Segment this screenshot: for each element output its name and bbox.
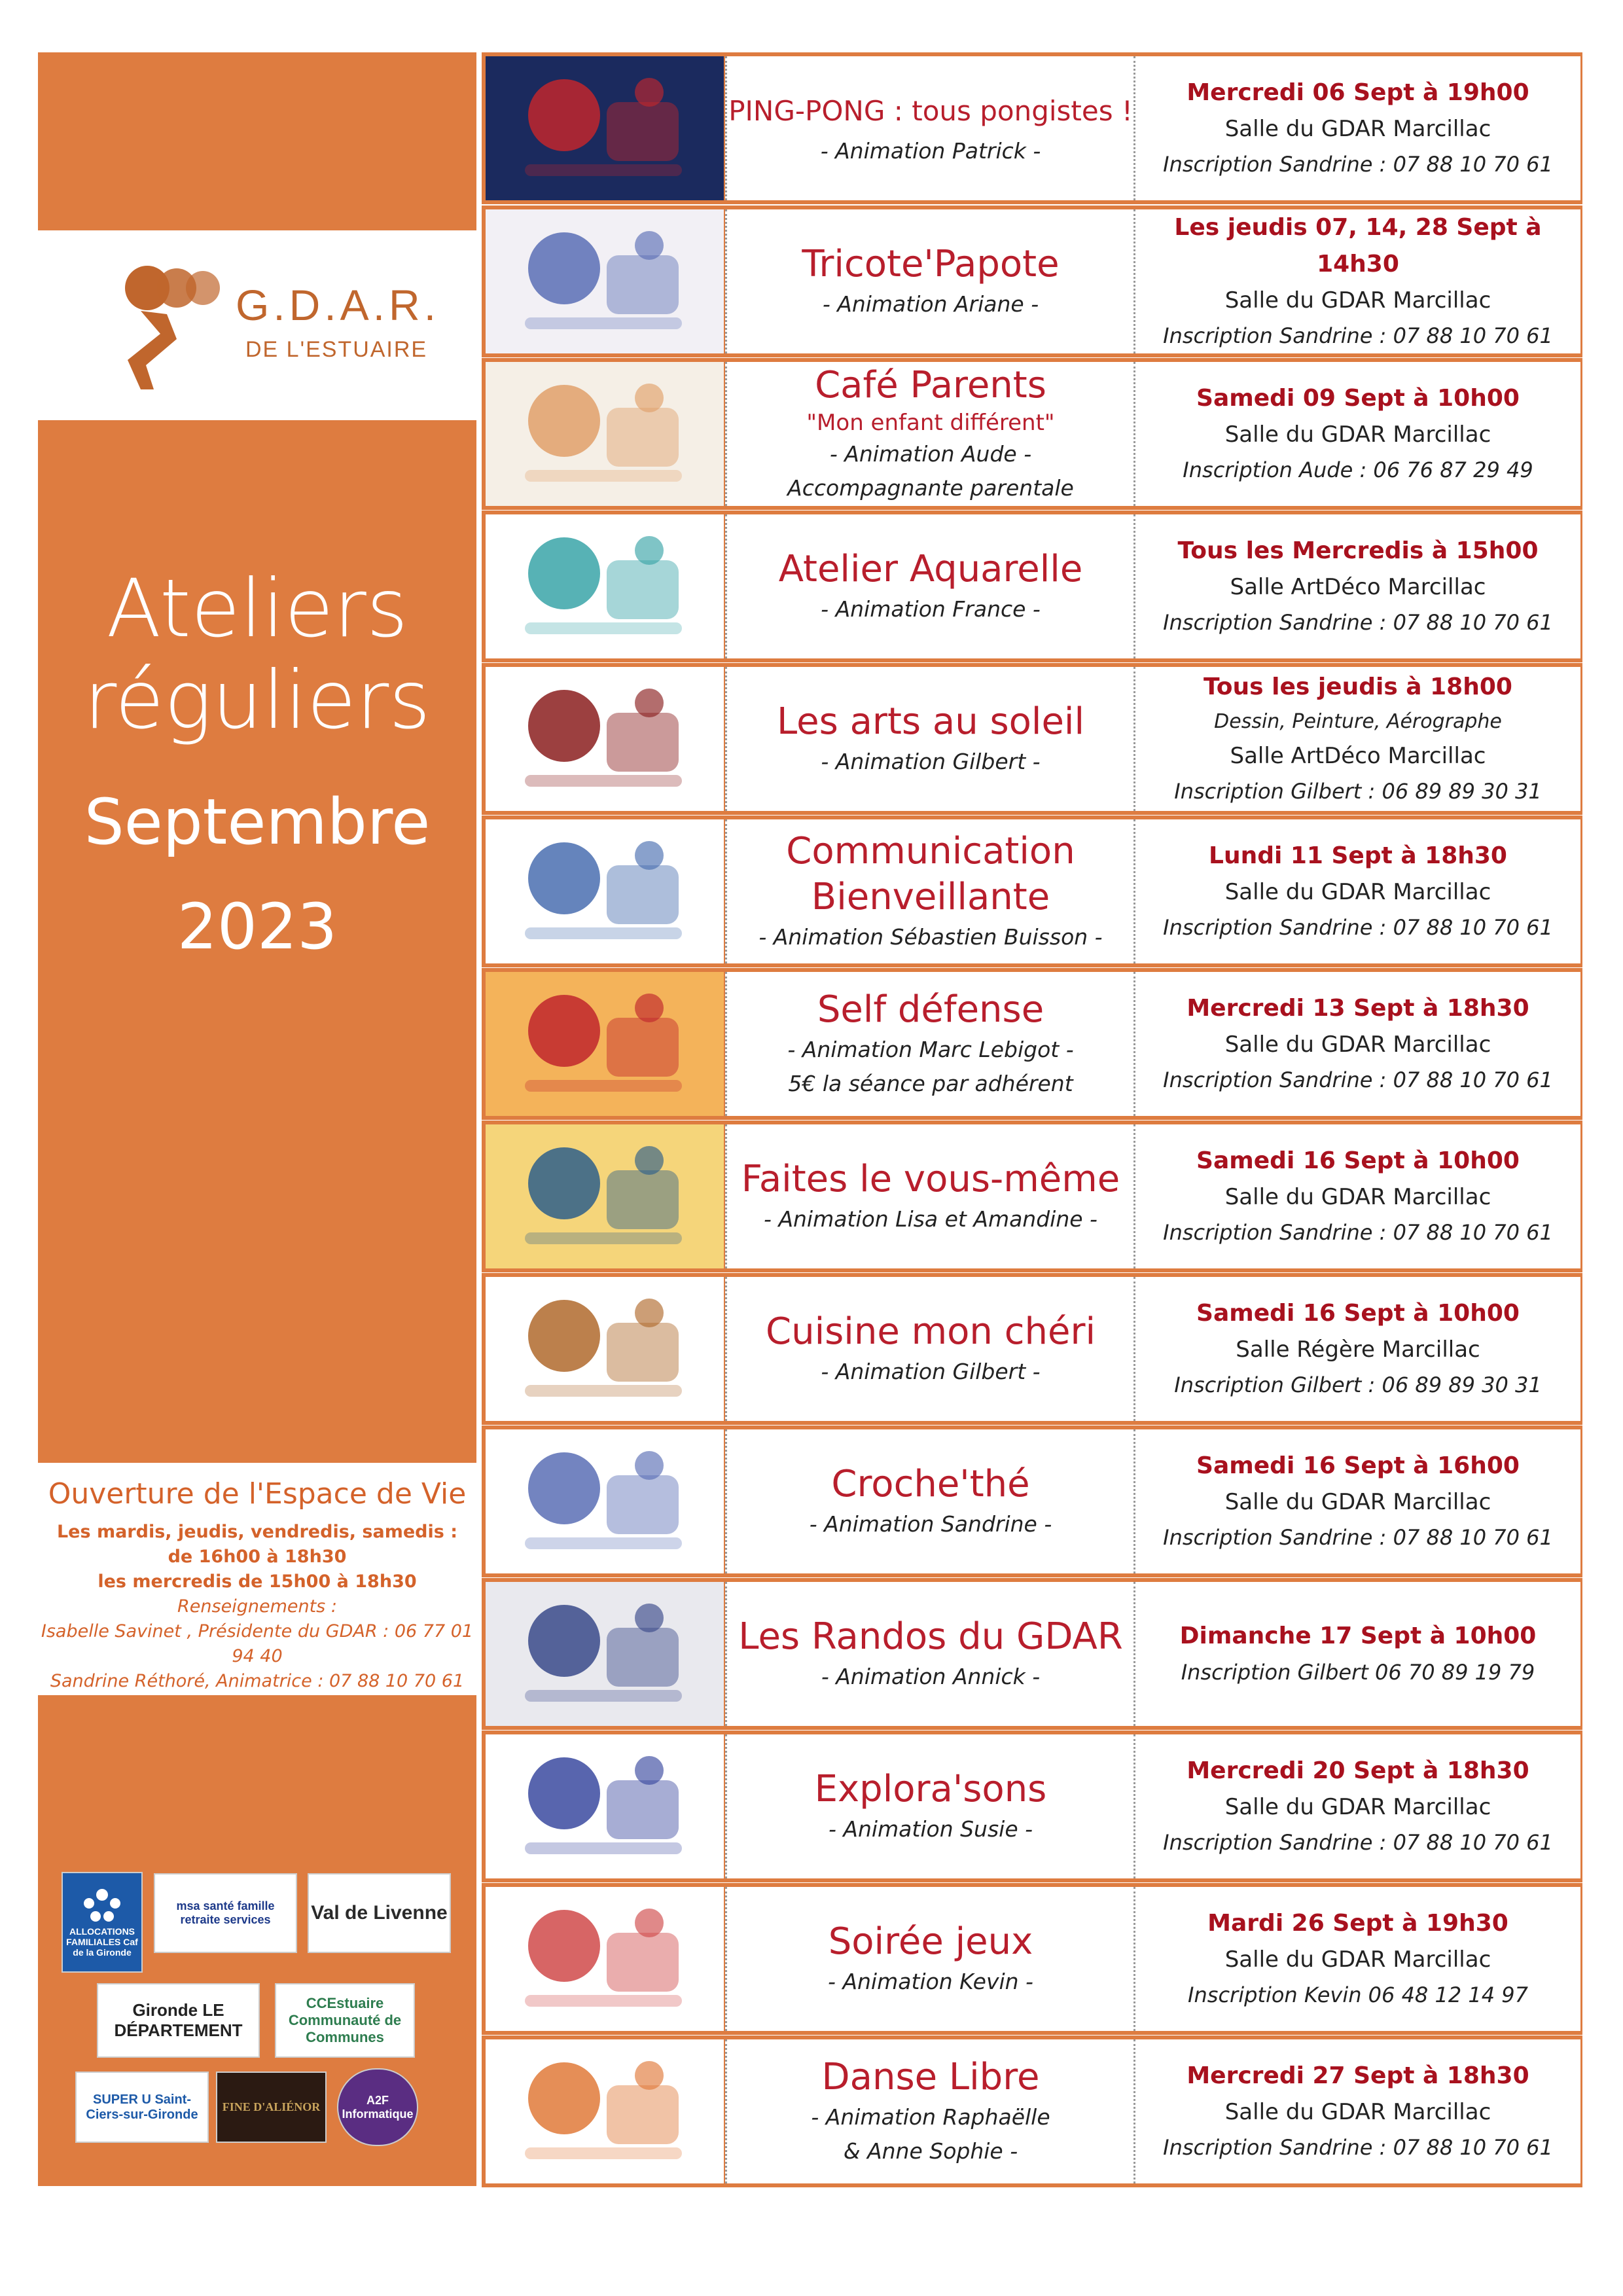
schedule-date: Dimanche 17 Sept à 10h00 xyxy=(1179,1623,1537,1649)
gironde-logo: Gironde LE DÉPARTEMENT xyxy=(97,1983,260,2058)
logo-subtitle: DE L'ESTUAIRE xyxy=(245,337,428,362)
activity-title: PING-PONG : tous pongistes ! xyxy=(728,95,1133,127)
logo-title: G.D.A.R. xyxy=(236,281,440,329)
activity-info xyxy=(725,1582,1134,1726)
activity-animator: - Animation Sandrine - xyxy=(809,1511,1052,1537)
activity-info xyxy=(725,1734,1134,1878)
music-icon xyxy=(486,1734,724,1878)
schedule-place: Salle du GDAR Marcillac xyxy=(1224,879,1491,905)
activity-schedule xyxy=(1133,1124,1580,1268)
schedule-date: Mercredi 06 Sept à 19h00 xyxy=(1186,79,1529,106)
activity-animator: - Animation Sébastien Buisson - xyxy=(758,924,1103,950)
activity-row xyxy=(482,816,1582,967)
activity-row xyxy=(482,1731,1582,1882)
activity-row xyxy=(482,1273,1582,1425)
fine-alienor-logo: FINE D'ALIÉNOR xyxy=(216,2072,327,2143)
schedule-date: Mercredi 13 Sept à 18h30 xyxy=(1186,995,1529,1022)
activity-animator: - Animation Gilbert - xyxy=(821,749,1041,774)
activity-animator: - Animation Kevin - xyxy=(828,1969,1033,1994)
schedule-date: Samedi 16 Sept à 10h00 xyxy=(1196,1147,1520,1174)
sewing-icon xyxy=(486,1124,724,1268)
caf-family-icon xyxy=(79,1887,125,1926)
activity-info xyxy=(725,1887,1134,2031)
board-game-icon xyxy=(486,1887,724,2031)
dance-icon xyxy=(486,2039,724,2183)
schedule-date: Samedi 16 Sept à 10h00 xyxy=(1196,1300,1520,1327)
activity-illustration xyxy=(486,667,724,811)
sidebar-month: Septembre xyxy=(84,785,431,859)
ping-pong-icon xyxy=(486,56,724,200)
activity-animator-extra: Accompagnante parentale xyxy=(787,475,1074,501)
schedule-date: Samedi 16 Sept à 16h00 xyxy=(1196,1452,1520,1479)
caf-logo: ALLOCATIONS FAMILIALES Caf de la Gironde xyxy=(62,1872,143,1973)
activity-info xyxy=(725,667,1134,811)
activity-row xyxy=(482,663,1582,815)
activity-title: Les arts au soleil xyxy=(776,700,1085,743)
self-defense-icon xyxy=(486,972,724,1116)
activity-row xyxy=(482,52,1582,204)
parents-icon xyxy=(486,362,724,506)
activity-illustration xyxy=(486,1582,724,1726)
schedule-date: Tous les jeudis à 18h00 xyxy=(1204,673,1512,700)
activity-animator: - Animation Susie - xyxy=(828,1816,1033,1842)
activity-title: Self défense xyxy=(817,988,1044,1031)
gdar-logo-icon xyxy=(115,262,226,393)
hiking-icon xyxy=(486,1582,724,1726)
msa-logo: msa santé famille retraite services xyxy=(154,1873,297,1953)
activity-schedule xyxy=(1133,1887,1580,2031)
activity-row xyxy=(482,1426,1582,1577)
activity-row xyxy=(482,358,1582,510)
schedule-inscription: Inscription Sandrine : 07 88 10 70 61 xyxy=(1163,915,1553,940)
schedule-place: Salle du GDAR Marcillac xyxy=(1224,1184,1491,1210)
schedule-inscription: Inscription Gilbert : 06 89 89 30 31 xyxy=(1174,1372,1542,1397)
activity-title: Cuisine mon chéri xyxy=(765,1310,1096,1353)
activity-animator-extra: 5€ la séance par adhérent xyxy=(788,1071,1073,1096)
schedule-inscription: Inscription Gilbert 06 70 89 19 79 xyxy=(1181,1660,1535,1685)
schedule-place: Salle du GDAR Marcillac xyxy=(1224,1794,1491,1820)
activity-schedule xyxy=(1133,1582,1580,1726)
activity-animator: - Animation France - xyxy=(821,596,1041,622)
schedule-place: Salle du GDAR Marcillac xyxy=(1224,1489,1491,1515)
activity-info xyxy=(725,362,1134,506)
activity-schedule xyxy=(1133,1734,1580,1878)
activity-illustration xyxy=(486,56,724,200)
schedule-date: Les jeudis 07, 14, 28 Sept à 14h30 xyxy=(1174,214,1542,278)
activity-title: Atelier Aquarelle xyxy=(778,548,1083,590)
activity-animator: - Animation Annick - xyxy=(821,1664,1041,1689)
activity-animator: - Animation Raphaëlle xyxy=(811,2104,1050,2130)
activity-info xyxy=(725,209,1134,353)
activity-title: Faites le vous-même xyxy=(741,1158,1120,1200)
schedule-date: Tous les Mercredis à 15h00 xyxy=(1177,537,1539,564)
activity-row xyxy=(482,206,1582,357)
activity-title: Communication Bienveillante xyxy=(786,830,1075,918)
activity-schedule xyxy=(1133,514,1580,658)
activity-animator: - Animation Ariane - xyxy=(822,291,1039,317)
activity-subtitle: "Mon enfant différent" xyxy=(806,410,1055,436)
activity-illustration xyxy=(486,1124,724,1268)
schedule-date: Lundi 11 Sept à 18h30 xyxy=(1209,842,1507,869)
schedule-place: Salle ArtDéco Marcillac xyxy=(1230,574,1486,600)
activity-row xyxy=(482,968,1582,1120)
activity-title: Tricote'Papote xyxy=(802,243,1060,285)
schedule-inscription: Inscription Sandrine : 07 88 10 70 61 xyxy=(1163,1220,1553,1245)
activity-illustration xyxy=(486,1887,724,2031)
activity-title: Les Randos du GDAR xyxy=(738,1615,1123,1658)
activity-title: Explora'sons xyxy=(814,1768,1047,1810)
schedule-place: Salle du GDAR Marcillac xyxy=(1224,1031,1491,1058)
schedule-inscription: Inscription Gilbert : 06 89 89 30 31 xyxy=(1174,779,1542,804)
schedule-date: Mercredi 27 Sept à 18h30 xyxy=(1186,2062,1529,2089)
activity-illustration xyxy=(486,819,724,963)
schedule-place: Salle Régère Marcillac xyxy=(1236,1336,1480,1363)
activity-animator: - Animation Aude - xyxy=(829,441,1032,467)
sidebar-title: Ateliers réguliers xyxy=(84,562,431,747)
schedule-inscription: Inscription Sandrine : 07 88 10 70 61 xyxy=(1163,1067,1553,1092)
schedule-inscription: Inscription Sandrine : 07 88 10 70 61 xyxy=(1163,610,1553,635)
crochet-icon xyxy=(486,1429,724,1573)
activity-schedule xyxy=(1133,819,1580,963)
activity-animator: - Animation Marc Lebigot - xyxy=(787,1037,1074,1062)
activity-schedule xyxy=(1133,1277,1580,1421)
schedule-extra: Dessin, Peinture, Aérographe xyxy=(1214,710,1502,733)
activity-title: Soirée jeux xyxy=(828,1920,1033,1963)
knitting-icon xyxy=(486,209,724,353)
schedule-inscription: Inscription Aude : 06 76 87 29 49 xyxy=(1183,457,1533,482)
a2f-logo: A2F Informatique xyxy=(337,2068,418,2146)
activity-animator-extra: & Anne Sophie - xyxy=(843,2138,1018,2164)
activity-info xyxy=(725,819,1134,963)
activity-row xyxy=(482,1883,1582,2035)
activity-info xyxy=(725,514,1134,658)
activity-title: Danse Libre xyxy=(821,2056,1040,2098)
super-u-logo: SUPER U Saint-Ciers-sur-Gironde xyxy=(75,2072,209,2143)
activity-illustration xyxy=(486,1429,724,1573)
activity-illustration xyxy=(486,1734,724,1878)
schedule-place: Salle du GDAR Marcillac xyxy=(1224,2099,1491,2125)
activity-info xyxy=(725,1124,1134,1268)
activity-illustration xyxy=(486,1277,724,1421)
sidebar-year: 2023 xyxy=(177,890,338,963)
activity-row xyxy=(482,1578,1582,1730)
activity-info xyxy=(725,972,1134,1116)
activity-illustration xyxy=(486,972,724,1116)
schedule-date: Mercredi 20 Sept à 18h30 xyxy=(1186,1757,1529,1784)
activity-schedule xyxy=(1133,56,1580,200)
chef-icon xyxy=(486,1277,724,1421)
activity-illustration xyxy=(486,514,724,658)
activity-info xyxy=(725,2039,1134,2183)
activity-illustration xyxy=(486,209,724,353)
schedule-place: Salle ArtDéco Marcillac xyxy=(1230,743,1486,769)
schedule-place: Salle du GDAR Marcillac xyxy=(1224,422,1491,448)
opening-hours-box: Ouverture de l'Espace de Vie Les mardis, jeudis, vendredis, samedis : de 16h00 à 18h30 les mercredis de 15h00 à 18h30 Renseignements : Isabelle Savinet , Présidente du GDAR : 06 77 01 94 40 Sandrine Réthoré, Animatrice : 07 88 10 70 61 xyxy=(38,1463,476,1695)
activity-illustration xyxy=(486,362,724,506)
activity-animator: - Animation Patrick - xyxy=(820,138,1041,164)
schedule-inscription: Inscription Sandrine : 07 88 10 70 61 xyxy=(1163,152,1553,177)
communication-icon xyxy=(486,819,724,963)
val-de-livenne-logo: Val de Livenne xyxy=(308,1873,451,1953)
activity-info xyxy=(725,1277,1134,1421)
activity-row xyxy=(482,1121,1582,1272)
schedule-place: Salle du GDAR Marcillac xyxy=(1224,116,1491,142)
activity-schedule xyxy=(1133,209,1580,353)
activity-title: Café Parents xyxy=(815,364,1046,406)
activity-schedule xyxy=(1133,2039,1580,2183)
activity-row xyxy=(482,511,1582,662)
schedule-inscription: Inscription Sandrine : 07 88 10 70 61 xyxy=(1163,323,1553,348)
cce-logo: CCEstuaire Communauté de Communes xyxy=(275,1983,415,2058)
schedule-inscription: Inscription Sandrine : 07 88 10 70 61 xyxy=(1163,1525,1553,1550)
activity-info xyxy=(725,56,1134,200)
schedule-date: Mardi 26 Sept à 19h30 xyxy=(1207,1910,1508,1937)
activity-info xyxy=(725,1429,1134,1573)
activity-illustration xyxy=(486,2039,724,2183)
activity-schedule xyxy=(1133,362,1580,506)
schedule-place: Salle du GDAR Marcillac xyxy=(1224,1946,1491,1973)
schedule-date: Samedi 09 Sept à 10h00 xyxy=(1196,385,1520,412)
schedule-inscription: Inscription Sandrine : 07 88 10 70 61 xyxy=(1163,2135,1553,2160)
schedule-place: Salle du GDAR Marcillac xyxy=(1224,287,1491,314)
watercolor-icon xyxy=(486,514,724,658)
schedule-inscription: Inscription Kevin 06 48 12 14 97 xyxy=(1188,1982,1528,2007)
activity-animator: - Animation Gilbert - xyxy=(821,1359,1041,1384)
artdeco-icon xyxy=(486,667,724,811)
activity-schedule xyxy=(1133,1429,1580,1573)
activity-schedule xyxy=(1133,667,1580,811)
activity-title: Croche'thé xyxy=(831,1463,1030,1505)
activity-schedule xyxy=(1133,972,1580,1116)
activity-row xyxy=(482,2036,1582,2187)
activity-animator: - Animation Lisa et Amandine - xyxy=(764,1206,1097,1232)
schedule-inscription: Inscription Sandrine : 07 88 10 70 61 xyxy=(1163,1830,1553,1855)
opening-title: Ouverture de l'Espace de Vie xyxy=(48,1477,467,1511)
